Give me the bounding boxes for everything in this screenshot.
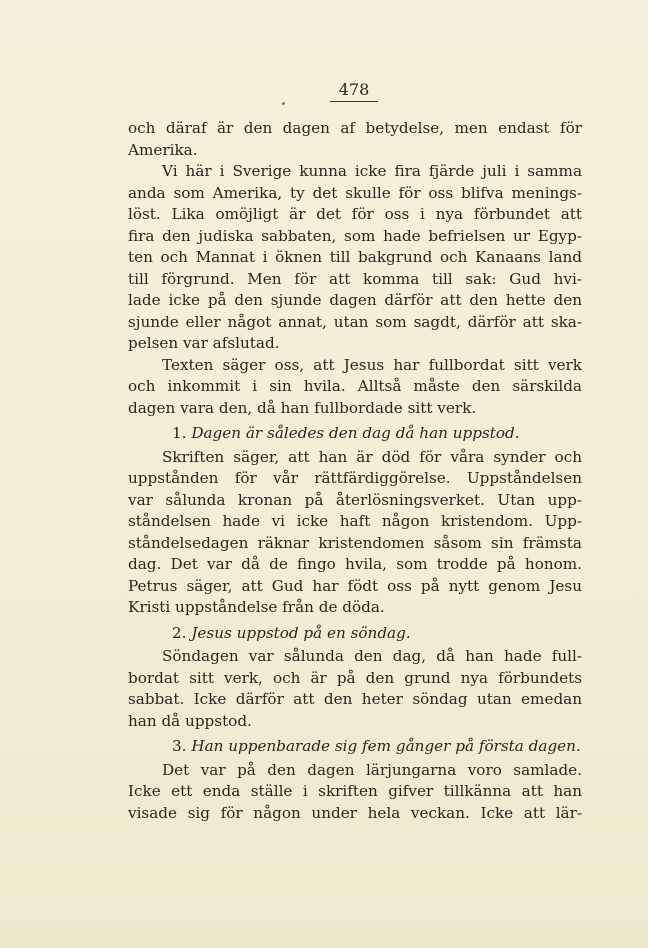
paragraph [128, 760, 582, 825]
text-line: och inkommit i sin hvila. Alltså måste den särskilda [128, 377, 582, 395]
text-line: anda som Amerika, ty det skulle för oss blifva menings- [128, 183, 582, 202]
section-number: 1. [172, 424, 192, 442]
page-number: 478 [330, 80, 378, 102]
text-line: ståndelsen hade vi icke haft någon kristendom. Upp- [128, 512, 582, 530]
body-text [128, 118, 582, 824]
section-number: 3. [172, 737, 192, 755]
text-line: Kristi uppståndelse från de döda. [128, 598, 385, 616]
text-line: Söndagen var sålunda den dag, då han hade full- [162, 647, 582, 665]
text-line: Vi här i Sverige kunna icke fira fjärde juli i samma [162, 162, 582, 180]
section-title: Han uppenbarade sig fem gånger på första dagen. [191, 737, 581, 755]
paragraph [128, 447, 582, 619]
section-heading [128, 423, 582, 445]
text-line: Skriften säger, att han är död för våra synder och [162, 447, 582, 466]
text-line: löst. Lika omöjligt är det för oss i nya förbundet att [128, 205, 582, 223]
paragraph [128, 118, 582, 161]
text-line: sabbat. Icke därför att den heter söndag utan emedan [128, 690, 582, 708]
text-line: dag. Det var då de fingo hvila, som trodde på honom. [128, 555, 582, 573]
paragraph [128, 355, 582, 420]
text-line: bordat sitt verk, och är på den grund nya förbundets [128, 668, 582, 687]
text-line: Icke ett enda ställe i skriften gifver tillkänna att han [128, 782, 582, 800]
text-line: uppstånden för vår rättfärdiggörelse. Uppståndelsen [128, 469, 582, 487]
text-line: ståndelsedagen räknar kristendomen såsom sin främsta [128, 533, 582, 552]
text-line: var sålunda kronan på återlösningsverket. Utan upp- [128, 490, 582, 509]
text-line: dagen vara den, då han fullbordade sitt verk. [128, 398, 477, 417]
text-line: Texten säger oss, att Jesus har fullbordat sitt verk [162, 355, 582, 374]
ink-speck [282, 102, 285, 105]
paragraph [128, 646, 582, 732]
section-title: Dagen är således den dag då han uppstod. [191, 424, 520, 442]
text-line: visade sig för någon under hela veckan. Icke att lär- [128, 803, 582, 822]
section-heading [128, 623, 582, 645]
section-title: Jesus uppstod på en söndag. [191, 623, 411, 642]
text-line: Det var på den dagen lärjungarna voro samlade. [162, 760, 582, 779]
section-heading [128, 736, 582, 758]
text-line: lade icke på den sjunde dagen därför att den hette den [128, 291, 582, 309]
text-line: ten och Mannat i öknen till bakgrund och Kanaans land [128, 248, 582, 266]
text-line: Amerika. [128, 140, 198, 159]
text-line: till förgrund. Men för att komma till sak: Gud hvi- [128, 269, 582, 288]
text-line: och däraf är den dagen af betydelse, men endast för [128, 119, 582, 137]
text-line: pelsen var afslutad. [128, 334, 280, 352]
section-number: 2. [172, 623, 192, 642]
paragraph [128, 161, 582, 355]
text-line: sjunde eller något annat, utan som sagdt, därför att ska- [128, 312, 582, 331]
text-line: Petrus säger, att Gud har födt oss på nytt genom Jesu [128, 576, 582, 595]
text-line: han då uppstod. [128, 711, 252, 730]
text-line: fira den judiska sabbaten, som hade befrielsen ur Egyp- [128, 226, 582, 245]
